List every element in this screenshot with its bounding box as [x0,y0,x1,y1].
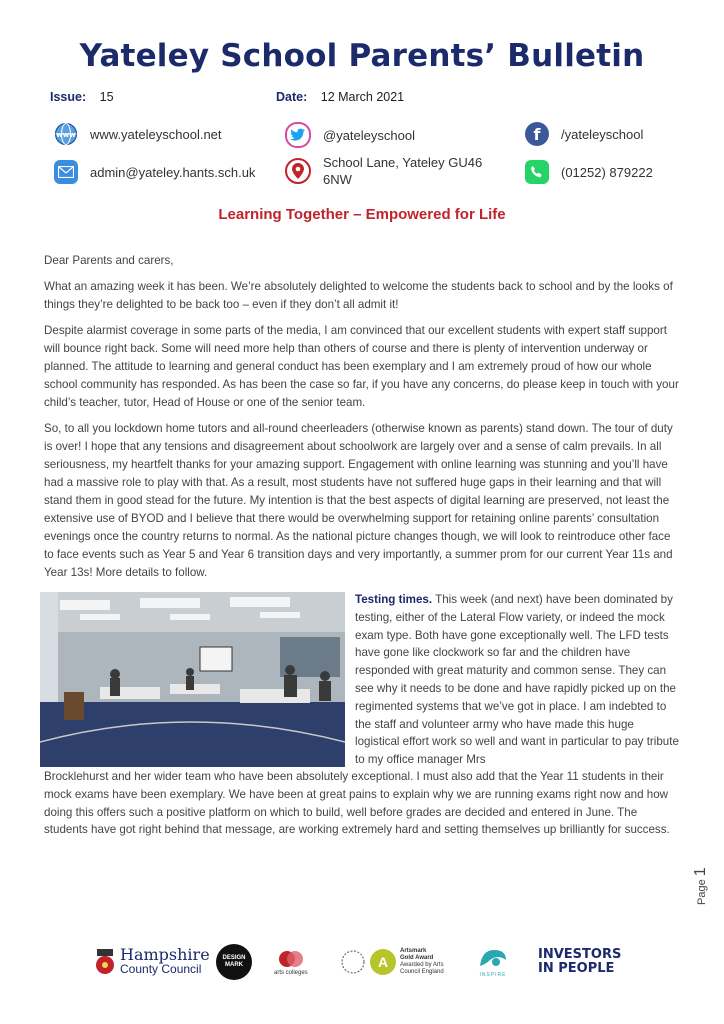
date-line [276,90,404,104]
design-mark-logo [216,940,252,984]
bulletin-title: Yateley School Parents’ Bulletin [79,38,645,74]
location-pin-icon [285,158,311,184]
testing-hall-photo [40,592,345,767]
inspire-text: INSPIRE [479,972,507,978]
arts-colleges-icon [278,948,304,970]
phone-number[interactable]: (01252) 879222 [561,164,653,180]
mail-icon [54,160,78,184]
address-text: School Lane, Yateley GU46 6NW [323,155,483,187]
paragraph-1: What an amazing week it has been. We’re absolutely delighted to welcome the students back to school and by the looks of things they’re delighted to be back too – even if they don’t all admit it! [44,280,673,311]
phone-icon [525,160,549,184]
greeting: Dear Parents and carers, [44,254,174,267]
website-link[interactable]: www.yateleyschool.net [90,126,222,142]
hampshire-rose-icon [94,947,116,977]
email-contact[interactable] [54,160,255,184]
page-label: Page [696,879,708,905]
date-value: 12 March 2021 [320,90,405,104]
design-mark-badge: DESIGN MARK [216,944,252,980]
paragraph-2: Despite alarmist coverage in some parts of the media, I am convinced that our excellent students with expert staff support will bounce right back. Some will need more help than others of course and there is plenty of intervention underway or planned. The attitude to learning and general conduct has been exemplary and I am extremely proud of how our whole school community has responded. As has been the case so far, if you have any concerns, do please keep in touch with your child’s teacher, tutor, Head of House or one of the senior team. [44,324,679,409]
date-label: Date: [276,90,308,104]
iip-line2: IN PEOPLE [538,961,615,976]
artsmark-line3: Awarded by Arts Council England [400,962,444,975]
testing-times-text: This week (and next) have been dominated by testing, either of the Lateral Flow variety, or indeed the mock exam type. Both have gone exceptionally well. The LFD tests have gone like clockwork so far and the children have responded with great maturity and common sense. They can see why it needs to be done and have rapidly picked up on the regimented systems that we’ve got in place. I am indebted to the staff and volunteer army who have made this huge logistical effort work so well and want in particular to pay tribute to my office manager Mrs [355,593,679,767]
letter-body [44,252,680,590]
hampshire-line2: County Council [120,962,202,976]
twitter-handle[interactable]: @yateleyschool [323,127,415,143]
iip-line1: INVESTORS [538,947,622,962]
website-contact[interactable] [54,122,222,146]
testing-times-continued: Brocklehurst and her wider team who have been absolutely exceptional. I must also add that the Year 11 students in their mock exams have been exemplary. We have been at great pains to explain why we are running exams right now and how doing this offers such a positive platform on which to build, well before grades are decided and entered in June. The students have got right behind that message, are working extremely hard and setting themselves up brilliantly for success. [44,770,670,837]
inspire-logo [476,940,510,984]
issue-line [50,90,114,104]
artsmark-logo [340,940,464,984]
testing-times-heading: Testing times. [355,593,433,606]
artsmark-a-icon: A [370,949,396,975]
artsmark-line1: Artsmark [400,948,427,954]
investors-in-people-logo [538,940,621,984]
hampshire-line1: Hampshire [120,945,210,964]
twitter-icon [285,122,311,148]
school-tagline: Learning Together – Empowered for Life [218,206,506,223]
arts-colleges-text: arts colleges [274,970,308,976]
paragraph-3: So, to all you lockdown home tutors and all-round cheerleaders (otherwise known as parents) stand down. The tour of duty is over! I hope that any tensions and disagreement about schoolwork are largely over and a sense of calm prevails. In all seriousness, my heartfelt thanks for your amazing support. Engagement with online learning was stunning and you’ll have had a massive role to play with that. As a result, most students have not suffered huge gaps in their learning and that will stand them in good stead for the future. My intention is that the best aspects of digital learning are preserved, not least the extensive use of BYOD and I believe that there would be overwhelming support for retaining online parents’ consultation evenings once the country returns to normal. As the national picture changes though, we will look to reintroduce other face to face events such as Year 5 and Year 6 transition days and very importantly, a summer prom for our current Year 11s and Year 13s! More details to follow. [44,422,673,579]
issue-value: 15 [99,90,114,104]
issue-label: Issue: [50,90,87,104]
phone-contact[interactable] [525,160,653,184]
page-number [692,867,710,905]
svg-text:www: www [56,131,76,139]
arts-colleges-logo [274,940,308,984]
page-number-value: 1 [692,867,709,877]
hampshire-logo [94,940,210,984]
facebook-icon: f [525,122,549,146]
facebook-handle[interactable]: /yateleyschool [561,126,644,142]
facebook-contact[interactable] [525,122,643,146]
globe-icon [54,122,78,146]
address-contact [285,154,493,188]
inspire-icon [476,946,510,972]
email-link[interactable]: admin@yateley.hants.sch.uk [90,164,256,180]
arts-council-seal-icon [340,949,366,975]
artsmark-line2: Gold Award [400,955,434,961]
footer-logos [90,940,630,984]
testing-times-wrapped [355,591,681,769]
twitter-contact[interactable] [285,122,415,148]
